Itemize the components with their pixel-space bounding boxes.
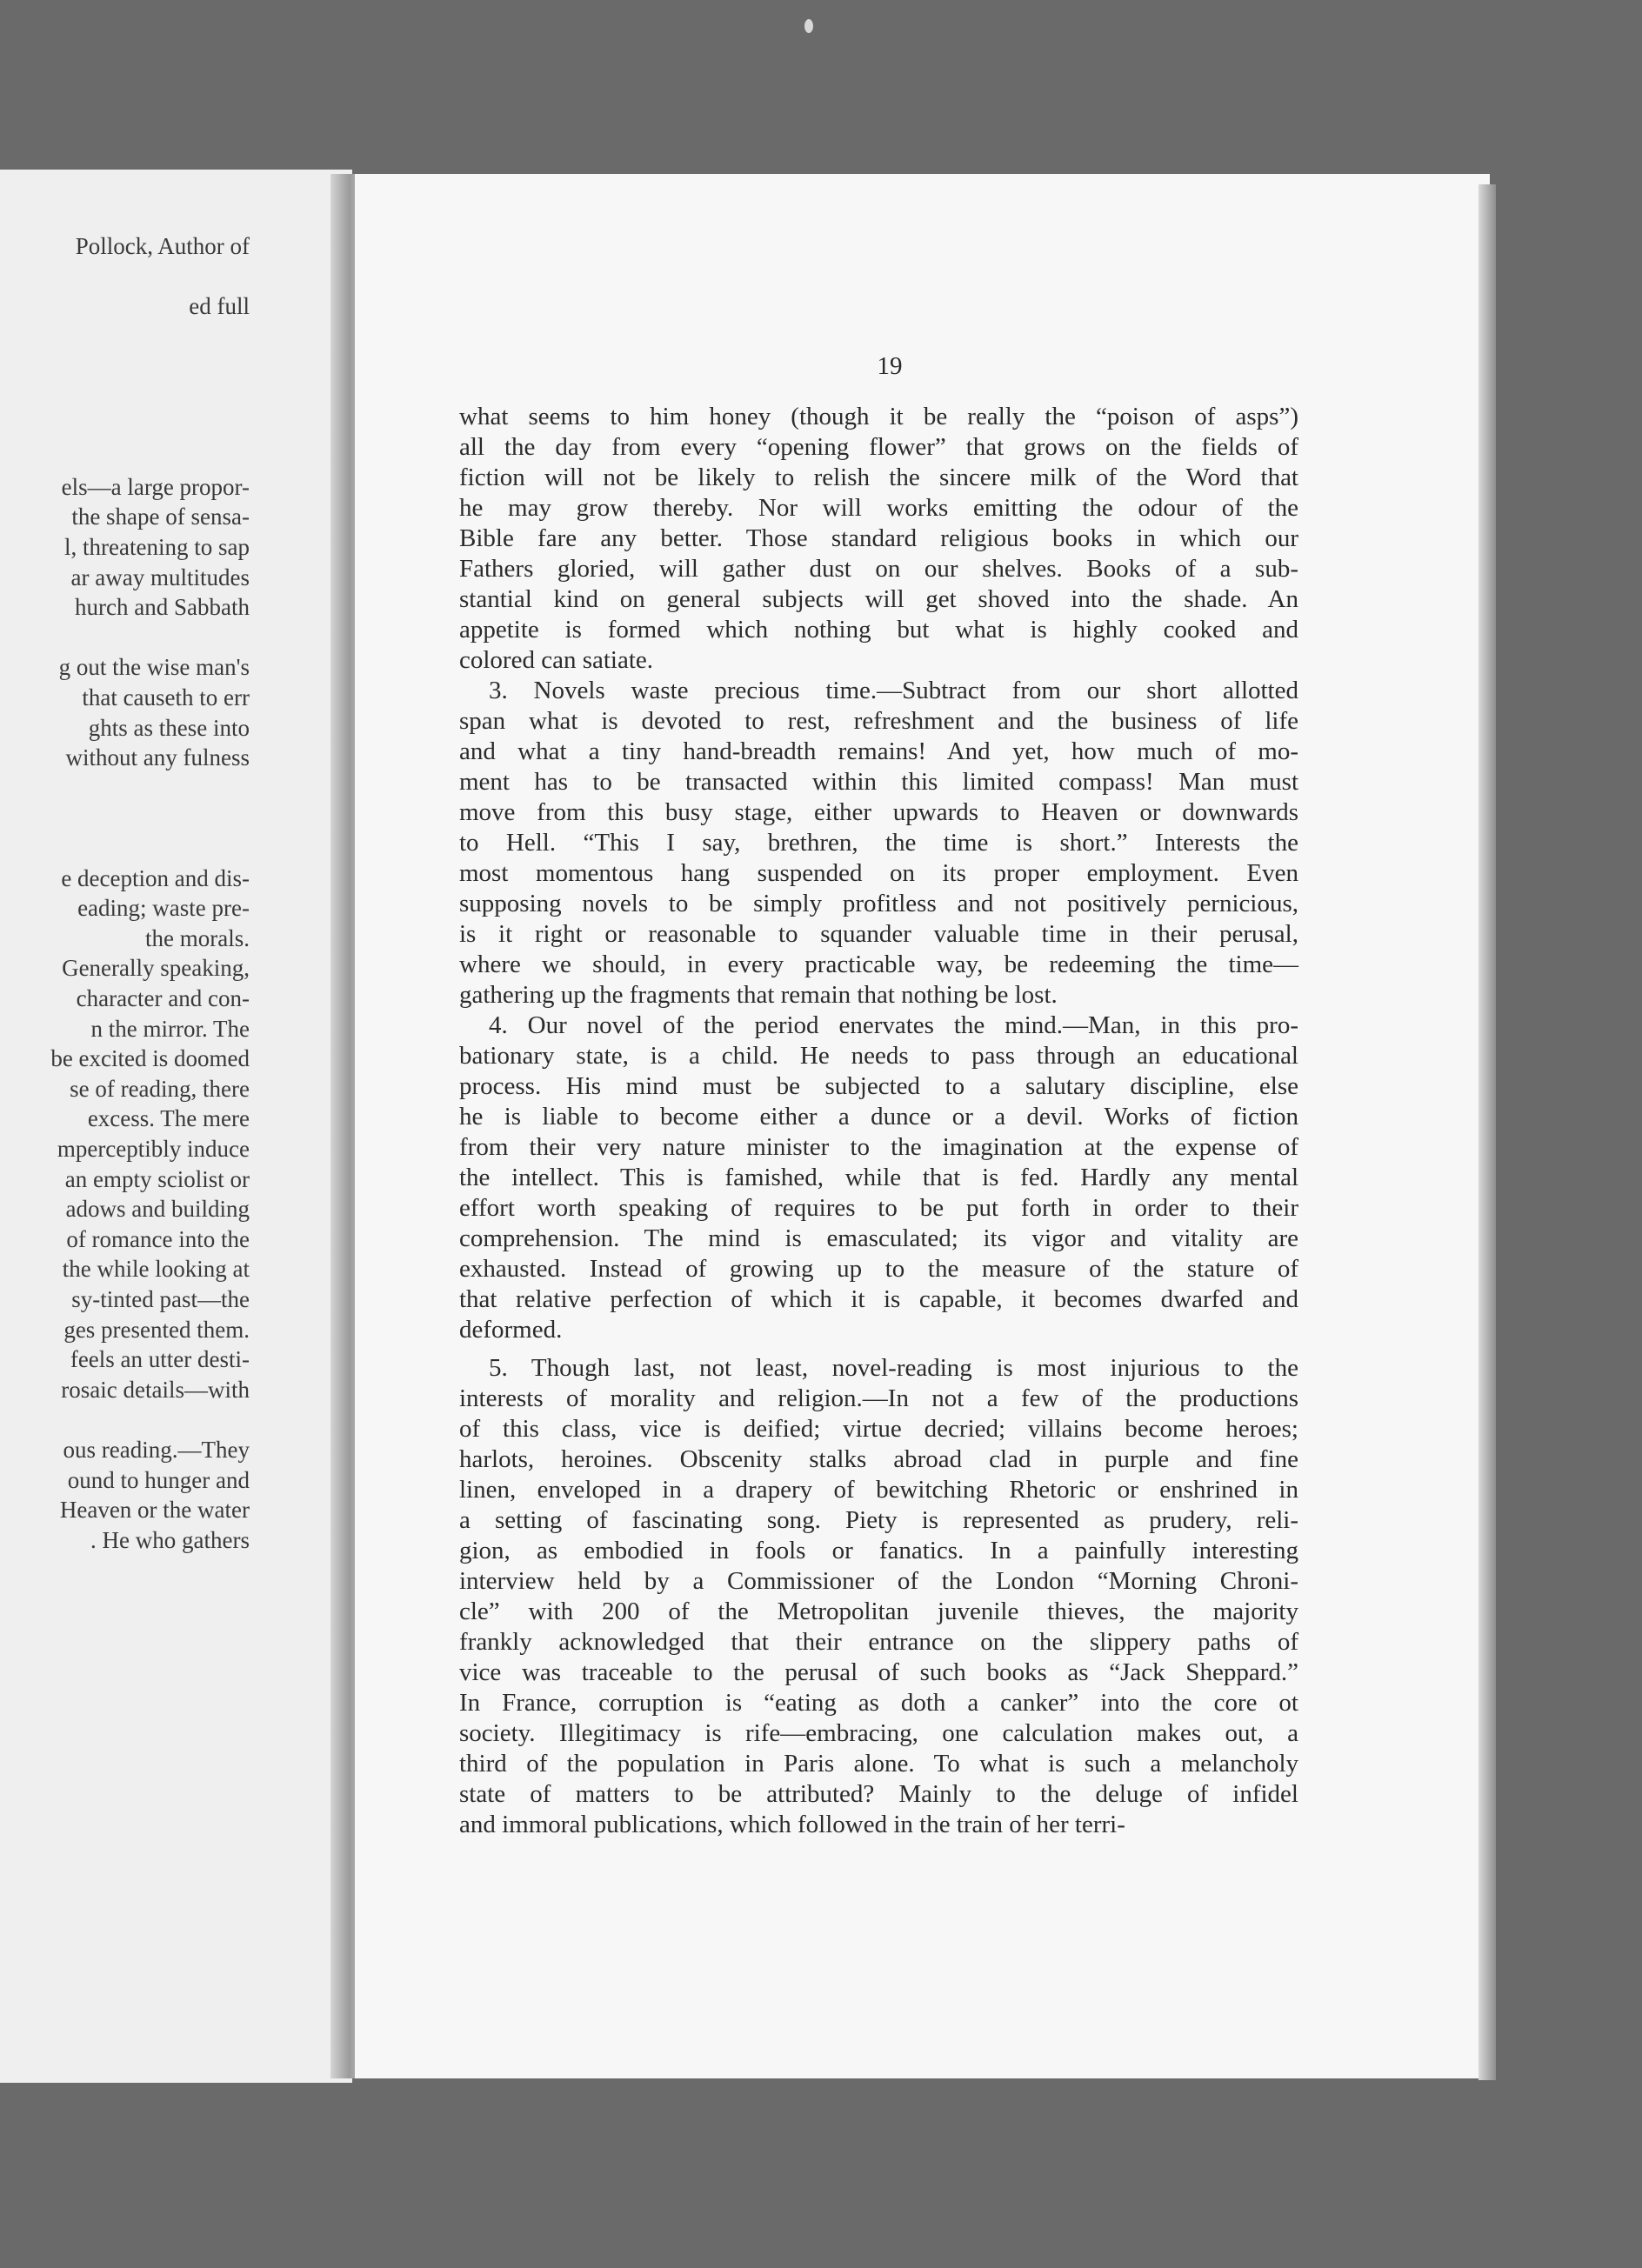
text-line: most momentous hang suspended on its proper employment. Even <box>459 859 1298 887</box>
left-page-line: ed full <box>189 293 250 320</box>
text-line: third of the population in Paris alone. To what is such a melancholy <box>459 1750 1298 1778</box>
left-page-line: hurch and Sabbath <box>75 594 250 621</box>
left-page-line: adows and building <box>65 1196 250 1223</box>
page-body-text <box>459 402 1298 1840</box>
text-line: effort worth speaking of requires to be put forth in order to their <box>459 1194 1298 1222</box>
text-line: to Hell. “This I say, brethren, the time is short.” Interests the <box>459 829 1298 857</box>
text-line: fiction will not be likely to relish the sincere milk of the Word that <box>459 464 1298 491</box>
text-line: what seems to him honey (though it be really the “poison of asps”) <box>459 403 1298 430</box>
text-line: frankly acknowledged that their entrance on the slippery paths of <box>459 1628 1298 1656</box>
left-page-line: the morals. <box>145 924 250 951</box>
page-edge-shadow <box>1478 184 1496 2080</box>
text-line: linen, enveloped in a drapery of bewitching Rhetoric or enshrined in <box>459 1476 1298 1504</box>
text-line: deformed. <box>459 1316 563 1344</box>
text-line: that relative perfection of which it is capable, it becomes dwarfed and <box>459 1285 1298 1313</box>
left-page-line: that causeth to err <box>82 684 250 710</box>
text-line: interview held by a Commissioner of the London “Morning Chroni- <box>459 1567 1298 1595</box>
left-page-line: excess. The mere <box>87 1105 250 1132</box>
left-page <box>0 170 352 2083</box>
text-line: harlots, heroines. Obscenity stalks abroad clad in purple and fine <box>459 1445 1298 1473</box>
text-line: 3. Novels waste precious time.—Subtract from our short allotted <box>489 677 1298 704</box>
text-line: a setting of fascinating song. Piety is represented as prudery, reli- <box>459 1506 1298 1534</box>
text-line: gion, as embodied in fools or fanatics. In a painfully interesting <box>459 1537 1298 1564</box>
left-page-line: g out the wise man's <box>58 654 250 681</box>
left-page-line: feels an utter desti- <box>70 1346 250 1373</box>
left-page-line: e deception and dis- <box>61 864 250 891</box>
text-line: stantial kind on general subjects will get shoved into the shade. An <box>459 585 1298 613</box>
text-line: where we should, in every practicable way, be redeeming the time— <box>459 951 1298 978</box>
paragraph-p-continued <box>459 402 1298 676</box>
left-page-line: ges presented them. <box>63 1316 250 1343</box>
left-page-line: sy-tinted past—the <box>71 1286 250 1312</box>
paragraph-gap <box>459 1345 1298 1353</box>
left-page-line: eading; waste pre- <box>77 895 250 922</box>
left-page-line: the shape of sensa- <box>71 504 250 530</box>
text-line: colored can satiate. <box>459 646 654 674</box>
left-page-line: ound to hunger and <box>67 1466 250 1493</box>
text-line: ment has to be transacted within this limited compass! Man must <box>459 768 1298 796</box>
text-line: appetite is formed which nothing but what is highly cooked and <box>459 616 1298 644</box>
left-page-line: an empty sciolist or <box>64 1165 250 1192</box>
left-page-line: ghts as these into <box>88 714 250 741</box>
text-line: Fathers gloried, will gather dust on our shelves. Books of a sub- <box>459 555 1298 583</box>
left-page-line: Heaven or the water <box>59 1497 250 1524</box>
left-page-line: character and con- <box>76 985 250 1011</box>
left-page-line: rosaic details—with <box>61 1376 250 1403</box>
left-page-line: the while looking at <box>62 1256 250 1283</box>
text-line: 5. Though last, not least, novel-reading is most injurious to the <box>489 1354 1298 1382</box>
text-line: 4. Our novel of the period enervates the mind.—Man, in this pro- <box>489 1011 1298 1039</box>
text-line: the intellect. This is famished, while that is fed. Hardly any mental <box>459 1164 1298 1191</box>
text-line: he is liable to become either a dunce or a devil. Works of fiction <box>459 1103 1298 1131</box>
text-line: of this class, vice is deified; virtue decried; villains become heroes; <box>459 1415 1298 1443</box>
text-line: supposing novels to be simply profitless and not positively pernicious, <box>459 890 1298 917</box>
text-line: society. Illegitimacy is rife—embracing, one calculation makes out, a <box>459 1719 1298 1747</box>
left-page-line: se of reading, there <box>70 1075 250 1102</box>
text-line: comprehension. The mind is emasculated; its vigor and vitality are <box>459 1224 1298 1252</box>
text-line: he may grow thereby. Nor will works emitting the odour of the <box>459 494 1298 522</box>
left-page-line: ous reading.—They <box>63 1437 250 1463</box>
left-page-line: of romance into the <box>66 1225 250 1252</box>
text-line: cle” with 200 of the Metropolitan juvenile thieves, the majority <box>459 1598 1298 1625</box>
left-page-line: be excited is doomed <box>50 1045 250 1072</box>
text-line: from their very nature minister to the imagination at the expense of <box>459 1133 1298 1161</box>
paragraph-p-4 <box>459 1011 1298 1345</box>
left-page-line: . He who gathers <box>90 1526 250 1553</box>
text-line: bationary state, is a child. He needs to pass through an educational <box>459 1042 1298 1070</box>
text-line: Bible fare any better. Those standard religious books in which our <box>459 524 1298 552</box>
text-line: exhausted. Instead of growing up to the measure of the stature of <box>459 1255 1298 1283</box>
text-line: span what is devoted to rest, refreshment and the business of life <box>459 707 1298 735</box>
text-line: is it right or reasonable to squander valuable time in their perusal, <box>459 920 1298 948</box>
page-number: 19 <box>877 352 903 380</box>
text-line: move from this busy stage, either upwards to Heaven or downwards <box>459 798 1298 826</box>
text-line: and what a tiny hand-breadth remains! And yet, how much of mo- <box>459 737 1298 765</box>
left-page-line: Pollock, Author of <box>75 233 250 259</box>
left-page-line: Generally speaking, <box>62 955 250 982</box>
text-line: gathering up the fragments that remain that nothing be lost. <box>459 981 1058 1009</box>
text-line: In France, corruption is “eating as doth a canker” into the core ot <box>459 1689 1298 1717</box>
left-page-line: without any fulness <box>65 744 250 771</box>
text-line: vice was traceable to the perusal of such books as “Jack Sheppard.” <box>459 1658 1298 1686</box>
right-page <box>355 174 1490 2078</box>
dust-speck <box>804 19 813 33</box>
left-page-line: mperceptibly induce <box>57 1136 250 1162</box>
text-line: state of matters to be attributed? Mainly to the deluge of infidel <box>459 1780 1298 1808</box>
paragraph-p-3 <box>459 676 1298 1011</box>
left-page-line: els—a large propor- <box>61 473 250 500</box>
text-line: all the day from every “opening flower” that grows on the fields of <box>459 433 1298 461</box>
text-line: and immoral publications, which followed in the train of her terri- <box>459 1811 1125 1838</box>
left-page-line: l, threatening to sap <box>64 534 250 560</box>
text-line: interests of morality and religion.—In not a few of the productions <box>459 1384 1298 1412</box>
paragraph-p-5 <box>459 1353 1298 1840</box>
left-page-line: n the mirror. The <box>90 1015 250 1042</box>
text-line: process. His mind must be subjected to a salutary discipline, else <box>459 1072 1298 1100</box>
left-page-line: ar away multitudes <box>70 564 250 590</box>
